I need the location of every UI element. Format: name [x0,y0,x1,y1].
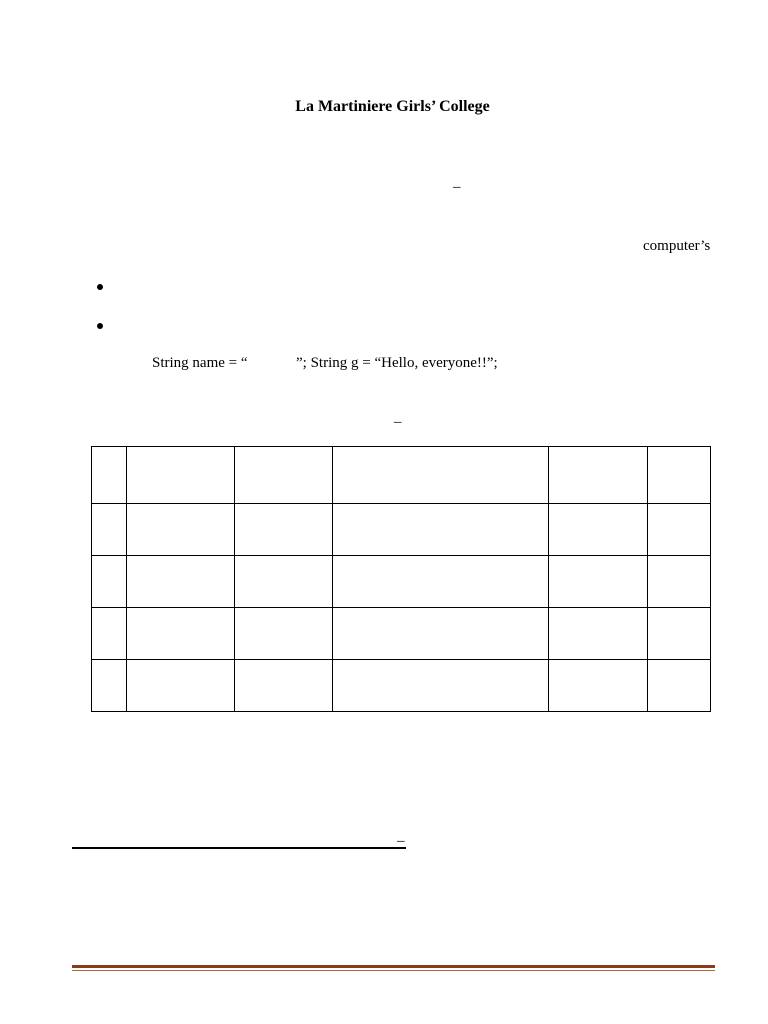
code-line-part2: ”; String g = “Hello, everyone!!”; [296,355,498,371]
table-cell [126,447,234,504]
table-cell [648,660,711,712]
table-cell [234,447,332,504]
table-cell [234,608,332,660]
table-cell [234,660,332,712]
table-row [92,504,711,556]
table-cell [126,504,234,556]
table-cell [126,556,234,608]
table-cell [549,447,648,504]
table-cell [332,504,549,556]
dash-mark: – [397,833,405,849]
table-row [92,556,711,608]
table-cell [549,608,648,660]
table-cell [126,660,234,712]
table-row [92,608,711,660]
footer-rule-thin [72,970,715,971]
table-cell [332,447,549,504]
footer-rule [72,965,715,968]
table-cell [332,556,549,608]
table-cell [648,608,711,660]
section-underline [72,847,406,849]
table-cell [92,556,127,608]
table-cell [92,447,127,504]
table-cell [92,608,127,660]
table-cell [549,660,648,712]
table-cell [92,504,127,556]
bullet-point [97,284,103,290]
bullet-point [97,323,103,329]
table-cell [234,504,332,556]
word-computers: computer’s [643,238,711,254]
table-row [92,447,711,504]
table-cell [648,447,711,504]
table-cell [332,608,549,660]
table-cell [549,556,648,608]
blank-table [91,446,711,712]
table-cell [234,556,332,608]
dash-mark: – [453,179,461,195]
table-cell [648,504,711,556]
dash-mark: – [394,414,402,430]
table-cell [648,556,711,608]
table-cell [549,504,648,556]
table-cell [92,660,127,712]
table-row [92,660,711,712]
document-title: La Martiniere Girls’ College [295,98,490,115]
table-cell [126,608,234,660]
table-cell [332,660,549,712]
code-line-part1: String name = “ [152,355,248,371]
